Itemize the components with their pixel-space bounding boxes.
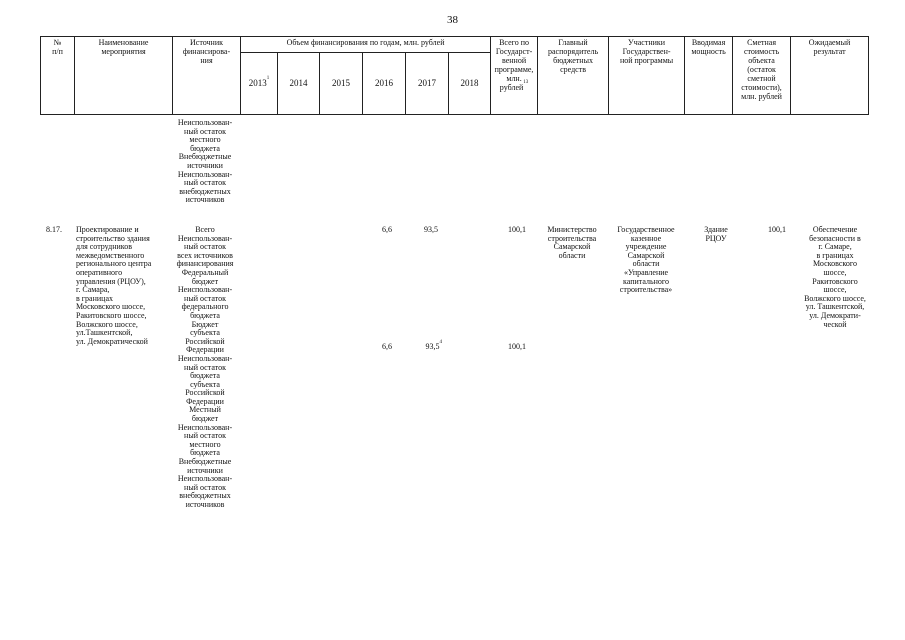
- table-header: [40, 36, 869, 115]
- row-sources: Всего Неиспользован- ный остаток всех источников финансирования Федеральный бюджет Неиспользован- ный остаток федерального бюджета Бюджет субъекта Российской Федерации Неиспользован- ный остаток бюджета субъекта Российской Федерации Местный бюджет Неиспользован- ный остаток местного бюджета Внебюджетные источники Неиспользован- ный остаток внебюджетных источников: [176, 225, 234, 509]
- header-name: Наименование мероприятия: [75, 37, 173, 115]
- continuation-sources: Неиспользован- ный остаток местного бюджета Внебюджетные источники Неиспользован- ный остаток внебюджетных источников: [177, 118, 233, 205]
- header-total: Всего по Государст- венной программе, млн. рублей$^{13}$: [491, 37, 538, 115]
- total-2016: 6,6: [382, 225, 392, 234]
- page-number: 38: [447, 14, 458, 26]
- header-participants: Участники Государствен- ной программы: [609, 37, 685, 115]
- total-2017: 93,5: [424, 225, 438, 234]
- total-program: 100,1: [508, 225, 526, 234]
- row-main-manager: Министерство строительства Самарской области: [547, 225, 597, 260]
- header-year-2013: 2013$^1$: [241, 53, 278, 115]
- header-source: Источник финансирова- ния: [173, 37, 241, 115]
- regional-total: 100,1: [508, 342, 526, 351]
- header-estimate: Сметная стоимость объекта (остаток сметной стоимости), млн. рублей: [733, 37, 791, 115]
- row-estimate: 100,1: [768, 225, 786, 234]
- regional-2017: 93,5$^4$: [425, 340, 442, 351]
- header-capacity: Вводимая мощность: [685, 37, 733, 115]
- header-year-2014: 2014: [278, 53, 320, 115]
- row-number: 8.17.: [46, 225, 62, 234]
- row-participants: Государственное казенное учреждение Самарской области «Управление капитального строительства»: [617, 225, 675, 295]
- header-volume: Объем финансирования по годам, млн. рублей: [241, 37, 491, 53]
- header-year-2016: 2016: [363, 53, 406, 115]
- header-number: № п/п: [41, 37, 75, 115]
- header-year-2018: 2018: [449, 53, 491, 115]
- row-capacity: Здание РЦОУ: [704, 225, 728, 243]
- header-year-2017: 2017: [406, 53, 449, 115]
- header-result: Ожидаемый результат: [791, 37, 869, 115]
- header-year-2015: 2015: [320, 53, 363, 115]
- row-name: Проектирование и строительство здания для сотрудников межведомственного регионального центра оперативного управления (РЦОУ), г. Самара, в границах Московского шоссе, Ракитовского шоссе, Волжского шоссе, ул.Ташкентской, ул. Демократической: [76, 225, 152, 346]
- regional-2016: 6,6: [382, 342, 392, 351]
- header-main-manager: Главный распорядитель бюджетных средств: [538, 37, 609, 115]
- row-result: Обеспечение безопасности в г. Самаре, в границах Московского шоссе, Ракитовского шоссе, Волжского шоссе, ул. Ташкентской, ул. Демократи- ческой: [804, 225, 866, 329]
